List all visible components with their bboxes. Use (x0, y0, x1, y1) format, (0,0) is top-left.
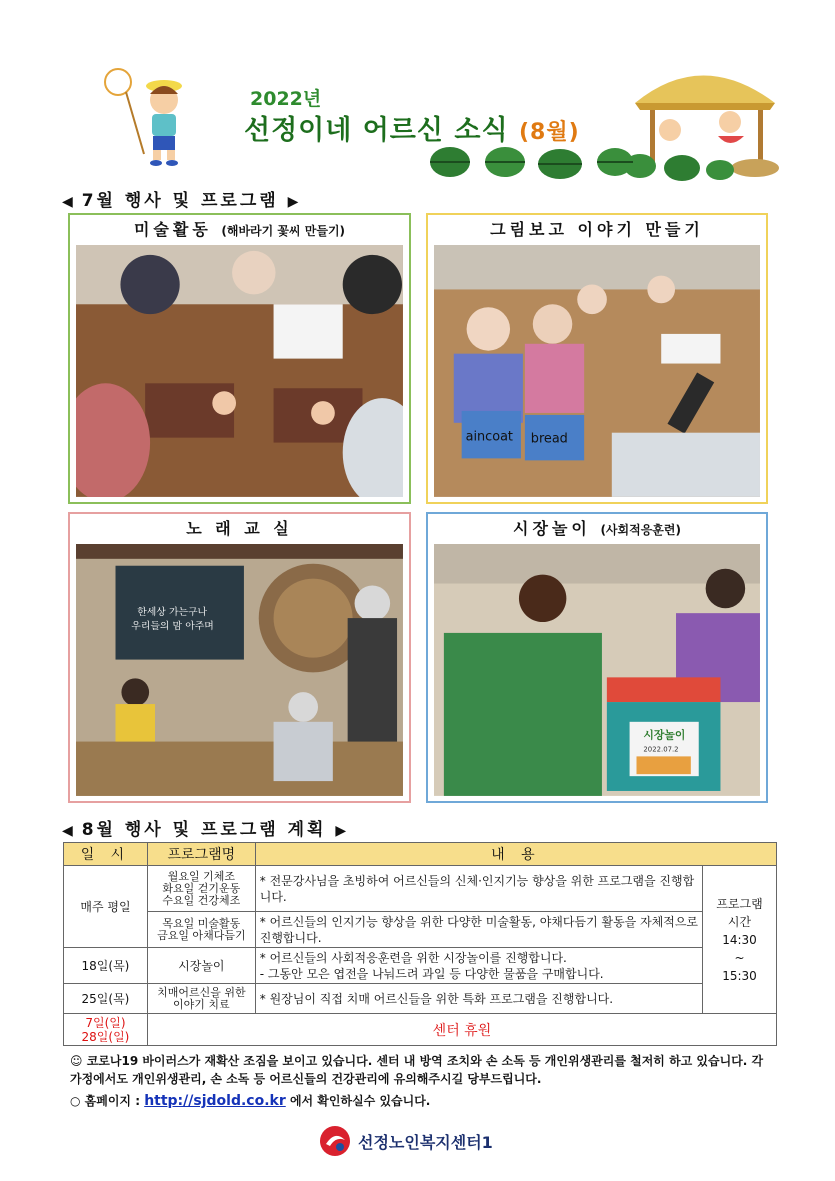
row-content: * 어르신들의 인지기능 향상을 위한 다양한 미술활동, 야채다듬기 활동을 자체적으로 진행합니다. (255, 912, 702, 948)
row-program: 목요일 미술활동 금요일 아채다듬기 (147, 912, 255, 948)
lyrics-line-1: 한세상 가는구나 (137, 607, 208, 619)
covid-notice: ☺ 코로나19 바이러스가 재확산 조짐을 보이고 있습니다. 센터 내 방역 조치와 손 소독 등 개인위생관리를 철저히 하고 있습니다. 각 가정에서도 개인위생관리, 손 소독 등 어르신들의 건강관리에 유의해주시길 당부드립니다. (70, 1054, 764, 1086)
table-row (64, 948, 777, 984)
homepage-notice (70, 1092, 430, 1110)
panel-title (70, 514, 409, 544)
header-content: 내 용 (255, 843, 776, 866)
panel-title-text: 미술활동 (133, 220, 212, 239)
table-row (64, 866, 777, 912)
row-content: * 어르신들의 사회적응훈련을 위한 시장놀이를 진행합니다. - 그동안 모은 엽전을 나눠드려 과일 등 다양한 물품을 구매합니다. (255, 948, 702, 984)
table-row (64, 984, 777, 1014)
panel-market-play (426, 512, 768, 803)
child-illustration (98, 64, 198, 169)
august-section-heading (62, 815, 346, 840)
storytelling-photo (434, 245, 760, 497)
market-play-photo (434, 544, 760, 796)
title-month: (8월) (518, 120, 580, 145)
footer-logo (318, 1124, 493, 1158)
triangle-right-icon: ▶ (287, 194, 299, 210)
panel-subtitle: (해바라기 꽃씨 만들기) (221, 224, 346, 238)
panel-title-text: 그림보고 이야기 만들기 (490, 220, 704, 239)
art-activity-photo (76, 245, 403, 497)
panel-art-activity (68, 213, 411, 504)
row-content: * 원장님이 직접 치매 어르신들을 위한 특화 프로그램을 진행합니다. (255, 984, 702, 1014)
holiday-text: 센터 휴원 (147, 1014, 776, 1046)
panel-singing-class (68, 512, 411, 803)
card-word-1: aincoat (465, 429, 513, 445)
watermelon-row-illustration (410, 140, 640, 180)
table-row (64, 912, 777, 948)
homepage-link[interactable]: http://sjdold.co.kr (144, 1093, 286, 1109)
program-time-value: 14:30 ~ 15:30 (722, 932, 757, 983)
row-date: 25일(목) (64, 984, 148, 1014)
row-program: 시장놀이 (147, 948, 255, 984)
panel-storytelling (426, 213, 768, 504)
panel-title (70, 215, 409, 245)
header-program: 프로그램명 (147, 843, 255, 866)
program-time-label: 프로그램 시간 (716, 896, 763, 929)
box-date: 2022.07.2 (643, 745, 679, 754)
triangle-right-icon: ▶ (335, 823, 347, 839)
newsletter-year: 2022년 (250, 88, 322, 110)
title-text: 선정이네 어르신 소식 (244, 115, 509, 146)
watermelon-hut-illustration (620, 58, 785, 183)
holiday-dates: 7일(일) 28일(일) (64, 1014, 148, 1046)
row-content: * 전문강사님을 초빙하여 어르신들의 신체·인지기능 향상을 위한 프로그램을 진행합니다. (255, 866, 702, 912)
panel-title (428, 215, 766, 245)
panel-subtitle: (사회적응훈련) (600, 523, 681, 537)
schedule-table (63, 842, 777, 1046)
row-date: 18일(목) (64, 948, 148, 984)
august-heading-text: 8월 행사 및 프로그램 계획 (81, 820, 327, 840)
homepage-suffix: 에서 확인하실수 있습니다. (289, 1094, 431, 1108)
july-section-heading (62, 186, 298, 211)
table-header-row (64, 843, 777, 866)
header-date: 일 시 (64, 843, 148, 866)
lyrics-line-2: 우리들의 맘 아주며 (131, 620, 214, 632)
singing-class-photo (76, 544, 403, 796)
homepage-prefix: ○ 홈페이지 : (70, 1094, 140, 1108)
triangle-left-icon: ◀ (62, 823, 73, 839)
row-program: 치매어르신을 위한 이야기 치료 (147, 984, 255, 1014)
center-name: 선정노인복지센터1 (358, 1132, 493, 1152)
center-logo-icon (318, 1124, 352, 1158)
holiday-row (64, 1014, 777, 1046)
triangle-left-icon: ◀ (62, 194, 73, 210)
card-word-2: bread (530, 431, 568, 447)
panel-title-text: 시장놀이 (513, 519, 591, 538)
july-heading-text: 7월 행사 및 프로그램 (81, 191, 279, 211)
panel-title-text: 노 래 교 실 (186, 519, 293, 538)
row-date: 매주 평일 (64, 866, 148, 948)
box-label: 시장놀이 (643, 728, 686, 742)
program-time-cell (703, 866, 777, 1014)
panel-title (428, 514, 766, 544)
row-program: 월요일 기체조 화요일 걷기운동 수요일 건강체조 (147, 866, 255, 912)
